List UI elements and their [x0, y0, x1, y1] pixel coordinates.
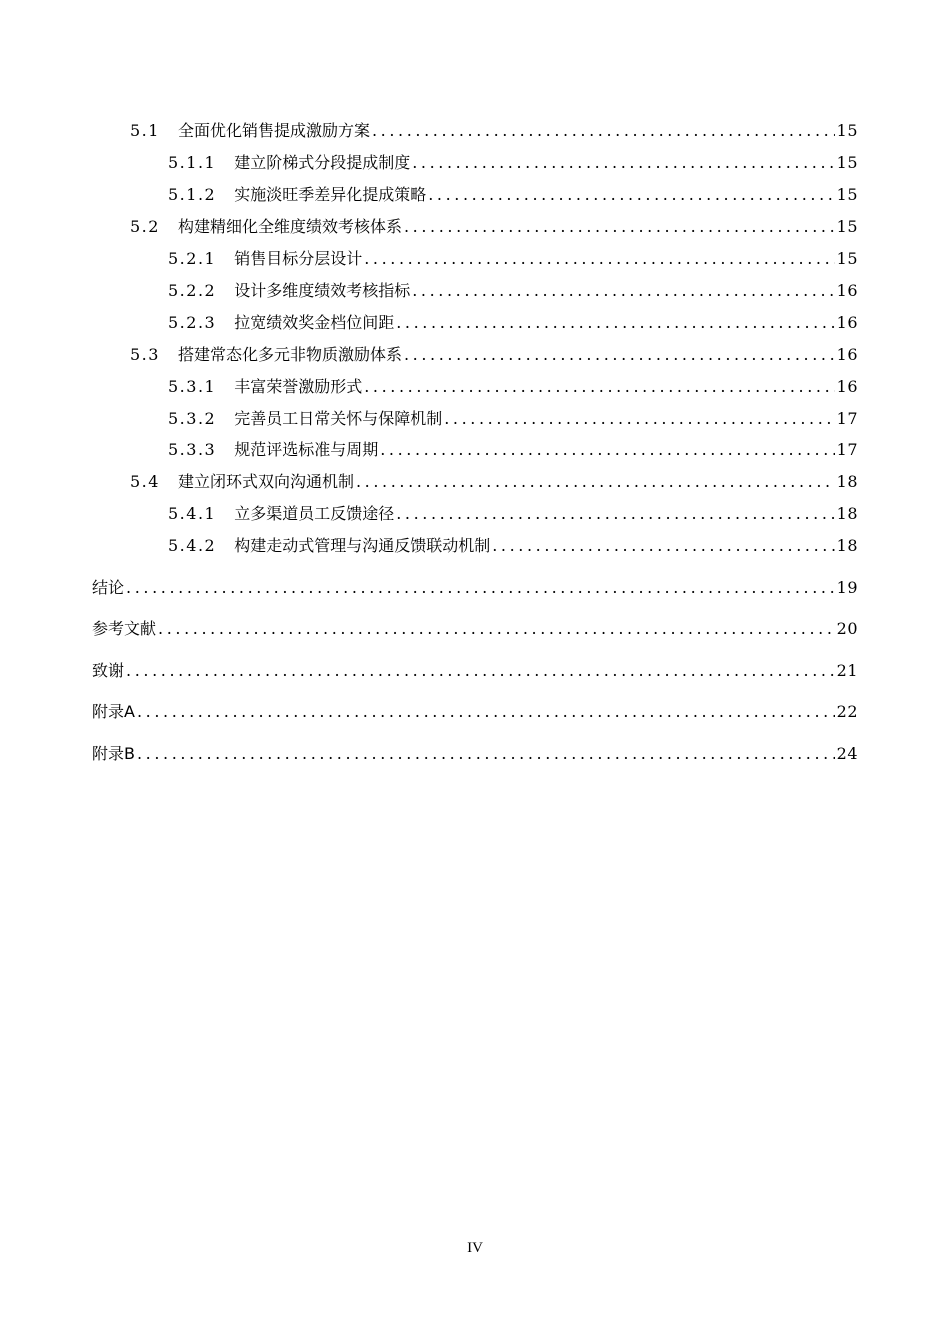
toc-entry[interactable] — [168, 249, 858, 269]
toc-entry-number: 5.2.1 — [168, 249, 217, 268]
toc-entry-page: 17 — [836, 440, 858, 459]
dot-leader — [126, 661, 835, 681]
toc-entry-page: 19 — [836, 578, 858, 597]
toc-entry-page: 16 — [836, 313, 858, 332]
toc-entry[interactable] — [168, 440, 858, 460]
dot-leader — [396, 504, 834, 524]
toc-entry-number: 5.4 — [130, 472, 160, 491]
toc-entry-title: 规范评选标准与周期 — [234, 440, 379, 459]
toc-entry-number: 5.1.1 — [168, 153, 217, 172]
toc-entry-title: 实施淡旺季差异化提成策略 — [234, 185, 427, 204]
toc-entry-title: 构建精细化全维度绩效考核体系 — [177, 217, 402, 236]
toc-entry-title: 结论 — [92, 578, 125, 597]
toc-entry[interactable] — [130, 217, 858, 237]
toc-entry-number: 5.1 — [130, 121, 160, 140]
dot-leader — [372, 121, 835, 141]
toc-entry-number: 5.3 — [130, 345, 160, 364]
toc-entry-page: 16 — [836, 377, 858, 396]
dot-leader — [404, 217, 835, 237]
toc-entry-page: 21 — [836, 661, 858, 680]
toc-entry-title: 附录A — [92, 702, 135, 721]
toc-entry[interactable] — [168, 536, 858, 556]
toc-entry[interactable] — [130, 121, 858, 141]
toc-entry[interactable] — [168, 504, 858, 524]
toc-entry-number: 5.1.2 — [168, 185, 217, 204]
dot-leader — [364, 249, 834, 269]
toc-entry-title: 建立阶梯式分段提成制度 — [234, 153, 411, 172]
toc-entry-title: 搭建常态化多元非物质激励体系 — [177, 345, 402, 364]
toc-entry-page: 15 — [836, 217, 858, 236]
toc-entry-number: 5.3.3 — [168, 440, 217, 459]
toc-entry-page: 16 — [836, 345, 858, 364]
toc-entry-title: 拉宽绩效奖金档位间距 — [234, 313, 395, 332]
toc-entry-number: 5.4.2 — [168, 536, 217, 555]
dot-leader — [137, 744, 835, 764]
toc-entry[interactable] — [168, 281, 858, 301]
toc-entry-number: 5.3.1 — [168, 377, 217, 396]
toc-top-entry[interactable] — [92, 661, 858, 681]
toc-entry-title: 全面优化销售提成激励方案 — [177, 121, 370, 140]
toc-entry-title: 设计多维度绩效考核指标 — [234, 281, 411, 300]
toc-entry[interactable] — [130, 345, 858, 365]
toc-entry-page: 16 — [836, 281, 858, 300]
dot-leader — [404, 345, 835, 365]
toc-top-entry[interactable] — [92, 619, 858, 639]
toc-entry-title: 参考文献 — [92, 619, 157, 638]
toc-entry-title: 丰富荣誉激励形式 — [234, 377, 363, 396]
toc-entry-page: 20 — [836, 619, 858, 638]
dot-leader — [364, 377, 834, 397]
toc-entry-number: 5.2.2 — [168, 281, 217, 300]
toc-entry-page: 17 — [836, 409, 858, 428]
toc-entry-title: 销售目标分层设计 — [234, 249, 363, 268]
toc-entry-page: 22 — [836, 702, 858, 721]
toc-entry[interactable] — [168, 409, 858, 429]
toc-entry-page: 18 — [836, 472, 858, 491]
toc-entry[interactable] — [168, 153, 858, 173]
toc-entry-title: 完善员工日常关怀与保障机制 — [234, 409, 443, 428]
dot-leader — [412, 153, 834, 173]
toc-entry-page: 18 — [836, 536, 858, 555]
toc-entry-page: 24 — [836, 744, 858, 763]
toc-entry-number: 5.3.2 — [168, 409, 217, 428]
dot-leader — [158, 619, 835, 639]
dot-leader — [396, 313, 834, 333]
toc-entry-title: 附录B — [92, 744, 135, 763]
toc-top-entry[interactable] — [92, 702, 858, 722]
toc-top-entry[interactable] — [92, 578, 858, 598]
page-number-footer: IV — [467, 1240, 483, 1256]
toc-entry-page: 15 — [836, 121, 858, 140]
toc-entry-number: 5.2 — [130, 217, 160, 236]
toc-entry-number: 5.2.3 — [168, 313, 217, 332]
toc-entry-title: 立多渠道员工反馈途径 — [234, 504, 395, 523]
toc-entry-title: 致谢 — [92, 661, 125, 680]
toc-entry[interactable] — [168, 313, 858, 333]
toc-entry-title: 构建走动式管理与沟通反馈联动机制 — [234, 536, 491, 555]
dot-leader — [444, 409, 834, 429]
toc-entry-title: 建立闭环式双向沟通机制 — [177, 472, 354, 491]
toc-entry[interactable] — [168, 377, 858, 397]
dot-leader — [412, 281, 834, 301]
dot-leader — [492, 536, 834, 556]
toc-entry[interactable] — [130, 472, 858, 492]
toc-entry-page: 15 — [836, 185, 858, 204]
dot-leader — [126, 578, 835, 598]
toc-top-entry[interactable] — [92, 744, 858, 764]
toc-entry[interactable] — [168, 185, 858, 205]
dot-leader — [137, 702, 835, 722]
toc-entry-page: 15 — [836, 153, 858, 172]
dot-leader — [428, 185, 834, 205]
toc-entry-page: 18 — [836, 504, 858, 523]
dot-leader — [380, 440, 834, 460]
toc-entry-number: 5.4.1 — [168, 504, 217, 523]
dot-leader — [356, 472, 835, 492]
toc-entry-page: 15 — [836, 249, 858, 268]
